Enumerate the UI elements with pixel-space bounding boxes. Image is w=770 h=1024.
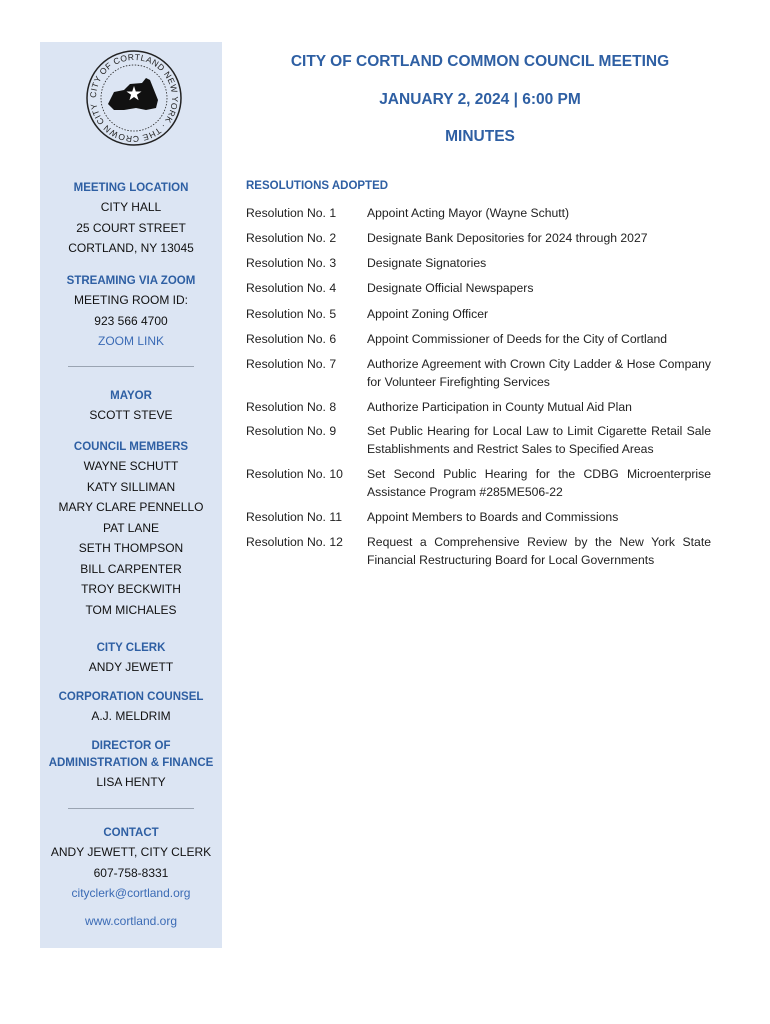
council-member: SETH THOMPSON [78, 541, 184, 555]
mayor-heading: MAYOR [110, 390, 152, 402]
council-member: KATY SILLIMAN [86, 479, 176, 494]
sidebar [40, 42, 222, 948]
resolution-text: Designate Official Newspapers [367, 281, 534, 295]
resolution-number: Resolution No. 7 [246, 357, 337, 371]
council-member: WAYNE SCHUTT [83, 459, 179, 473]
page-title: CITY OF CORTLAND COMMON COUNCIL MEETING [290, 53, 670, 70]
resolution-number: Resolution No. 8 [246, 400, 337, 414]
resolution-text: Appoint Commissioner of Deeds for the City of Cortland [367, 332, 668, 346]
page-subtitle: MINUTES [445, 128, 515, 145]
resolution-text: Appoint Members to Boards and Commissions [367, 510, 619, 524]
council-member: PAT LANE [102, 520, 160, 535]
city-seal-logo [84, 48, 184, 148]
resolution-number: Resolution No. 12 [246, 535, 343, 549]
mayor-section [40, 388, 222, 426]
resolution-number: Resolution No. 6 [246, 332, 337, 346]
contact-name: ANDY JEWETT, CITY CLERK [50, 845, 212, 859]
divider [68, 808, 194, 809]
streaming-heading: STREAMING VIA ZOOM [66, 275, 196, 287]
resolution-text: Appoint Zoning Officer [367, 307, 489, 321]
council-member: TOM MICHALES [85, 602, 177, 617]
corporation-counsel-name: A.J. MELDRIM [91, 709, 171, 723]
council-member: BILL CARPENTER [80, 561, 182, 576]
divider [68, 366, 194, 367]
city-clerk-section [40, 640, 222, 678]
resolution-number: Resolution No. 11 [246, 510, 342, 524]
corporation-counsel-section [40, 689, 222, 727]
contact-heading: CONTACT [103, 827, 159, 839]
resolution-text: Request a Comprehensive Review by the New York State Financial Restructuring Board for Local Governments [367, 535, 711, 567]
resolution-number: Resolution No. 9 [246, 424, 337, 438]
streaming-line: 923 566 4700 [94, 313, 168, 328]
council-member: MARY CLARE PENNELLO [58, 500, 204, 514]
city-clerk-name: ANDY JEWETT [88, 660, 174, 674]
corporation-counsel-heading: CORPORATION COUNSEL [58, 691, 204, 703]
director-heading: ADMINISTRATION & FINANCE [48, 757, 214, 769]
resolution-number: Resolution No. 2 [246, 231, 337, 245]
contact-section [40, 825, 222, 931]
resolutions-heading: RESOLUTIONS ADOPTED [246, 180, 389, 192]
council-section [40, 439, 222, 620]
contact-email-link[interactable]: cityclerk@cortland.org [71, 886, 191, 900]
zoom-link[interactable]: ZOOM LINK [97, 334, 164, 348]
resolution-text: Designate Signatories [367, 256, 487, 270]
resolution-text: Set Public Hearing for Local Law to Limit Cigarette Retail Sale Establishments and Restrict Sales to Specified Areas [367, 424, 711, 456]
resolution-text: Appoint Acting Mayor (Wayne Schutt) [367, 206, 570, 220]
resolution-number: Resolution No. 5 [246, 307, 337, 321]
meeting-date: JANUARY 2, 2024 | 6:00 PM [379, 91, 581, 108]
location-line: CITY HALL [100, 200, 162, 214]
director-name: LISA HENTY [96, 775, 166, 789]
resolution-text: Designate Bank Depositories for 2024 through 2027 [367, 231, 648, 245]
meeting-location-heading: MEETING LOCATION [73, 182, 189, 194]
resolution-text: Authorize Participation in County Mutual Aid Plan [367, 400, 632, 414]
resolution-number: Resolution No. 1 [246, 206, 337, 220]
streaming-line: MEETING ROOM ID: [74, 293, 188, 307]
resolution-number: Resolution No. 4 [246, 281, 337, 295]
meeting-location-section [40, 180, 222, 259]
contact-phone: 607-758-8331 [93, 865, 169, 880]
resolution-number: Resolution No. 3 [246, 256, 337, 270]
resolution-number: Resolution No. 10 [246, 467, 343, 481]
council-heading: COUNCIL MEMBERS [73, 441, 189, 453]
location-line: CORTLAND, NY 13045 [68, 241, 194, 255]
resolution-text: Set Second Public Hearing for the CDBG Microenterprise Assistance Program #285ME506-22 [367, 467, 711, 499]
resolution-text: Authorize Agreement with Crown City Ladder & Hose Company for Volunteer Firefighting Services [367, 357, 711, 389]
location-line: 25 COURT STREET [76, 220, 186, 235]
svg-text:CITY OF CORTLAND NEW YORK · TH: CITY OF CORTLAND NEW YORK · THE CROWN CITY [87, 51, 181, 145]
director-heading: DIRECTOR OF [91, 740, 171, 752]
streaming-section [40, 273, 222, 352]
director-section [40, 738, 222, 793]
council-member: TROY BECKWITH [81, 582, 181, 596]
city-clerk-heading: CITY CLERK [96, 642, 166, 654]
mayor-name: SCOTT STEVE [89, 408, 173, 422]
website-link[interactable]: www.cortland.org [84, 913, 178, 928]
